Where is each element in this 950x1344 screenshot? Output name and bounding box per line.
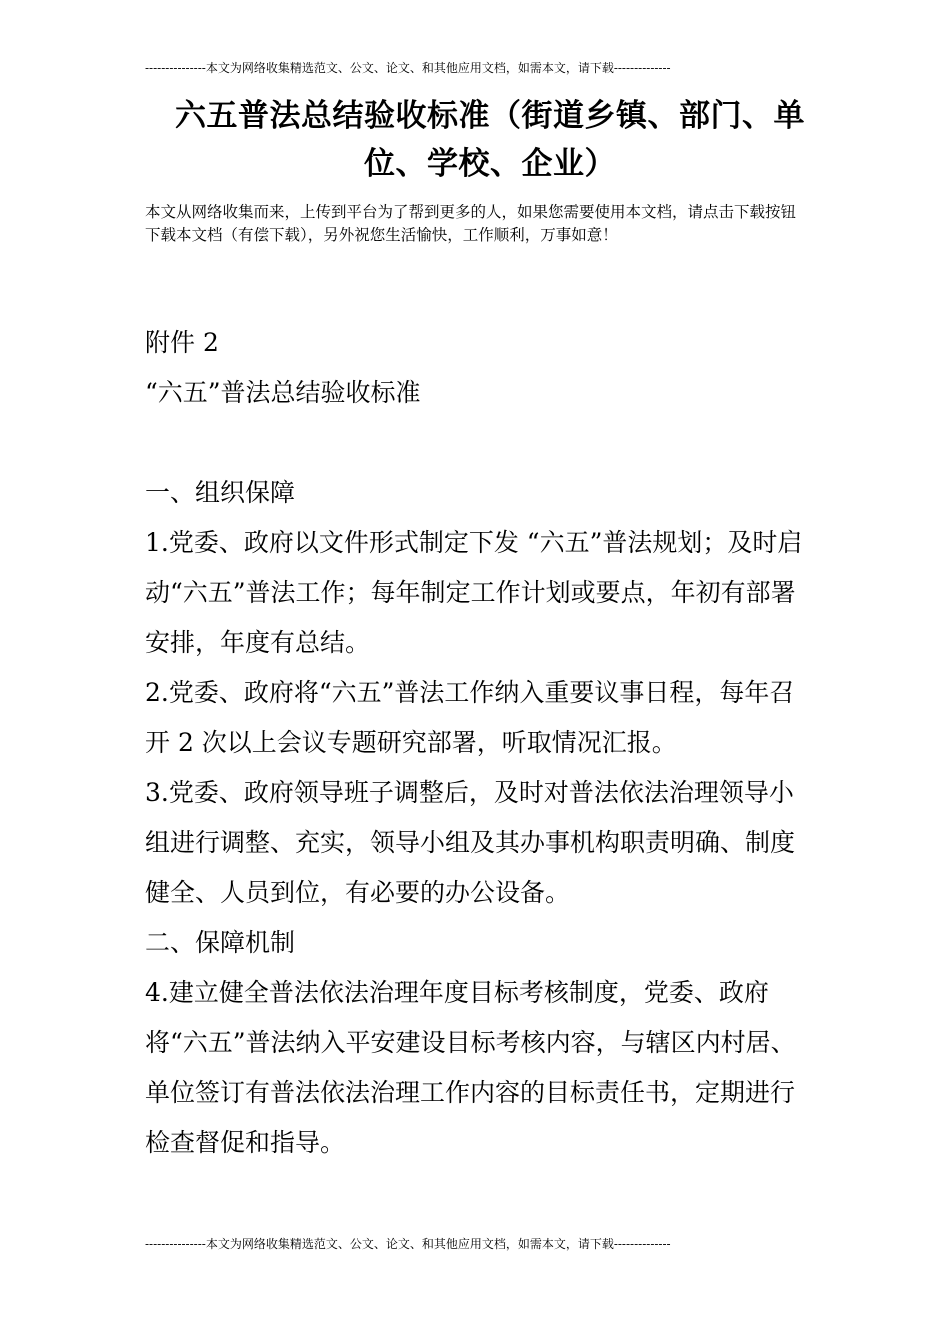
document-body [145,318,810,1168]
intro-paragraph: 本文从网络收集而来，上传到平台为了帮到更多的人，如果您需要使用本文档，请点击下载按钮下载本文档（有偿下载），另外祝您生活愉快，工作顺利，万事如意！ [145,203,797,244]
section-heading-1: 一、组织保障 [145,478,296,507]
attachment-label: 附件 2 [145,328,219,357]
list-item-2: 2.党委、政府将“六五”普法工作纳入重要议事日程，每年召开 2 次以上会议专题研究部署，听取情况汇报。 [145,678,795,757]
list-item-1: 1.党委、政府以文件形式制定下发 “六五”普法规划；及时启动“六五”普法工作；每年制定工作计划或要点，年初有部署安排，年度有总结。 [145,528,803,657]
header-banner: ---------------本文为网络收集精选范文、公文、论文、和其他应用文档，如需本文，请下载-------------- [145,61,671,75]
list-item-4: 4.建立健全普法依法治理年度目标考核制度，党委、政府将“六五”普法纳入平安建设目标考核内容，与辖区内村居、单位签订有普法依法治理工作内容的目标责任书，定期进行检查督促和指导。 [145,978,796,1157]
document-subtitle: “六五”普法总结验收标准 [145,378,421,407]
section-heading-2: 二、保障机制 [145,928,296,957]
list-item-3: 3.党委、政府领导班子调整后，及时对普法依法治理领导小组进行调整、充实，领导小组及其办事机构职责明确、制度健全、人员到位，有必要的办公设备。 [145,778,796,907]
footer-banner: ---------------本文为网络收集精选范文、公文、论文、和其他应用文档，如需本文，请下载-------------- [145,1237,671,1251]
blank-line [145,418,810,468]
document-title: 六五普法总结验收标准（街道乡镇、部门、单位、学校、企业） [175,98,805,182]
